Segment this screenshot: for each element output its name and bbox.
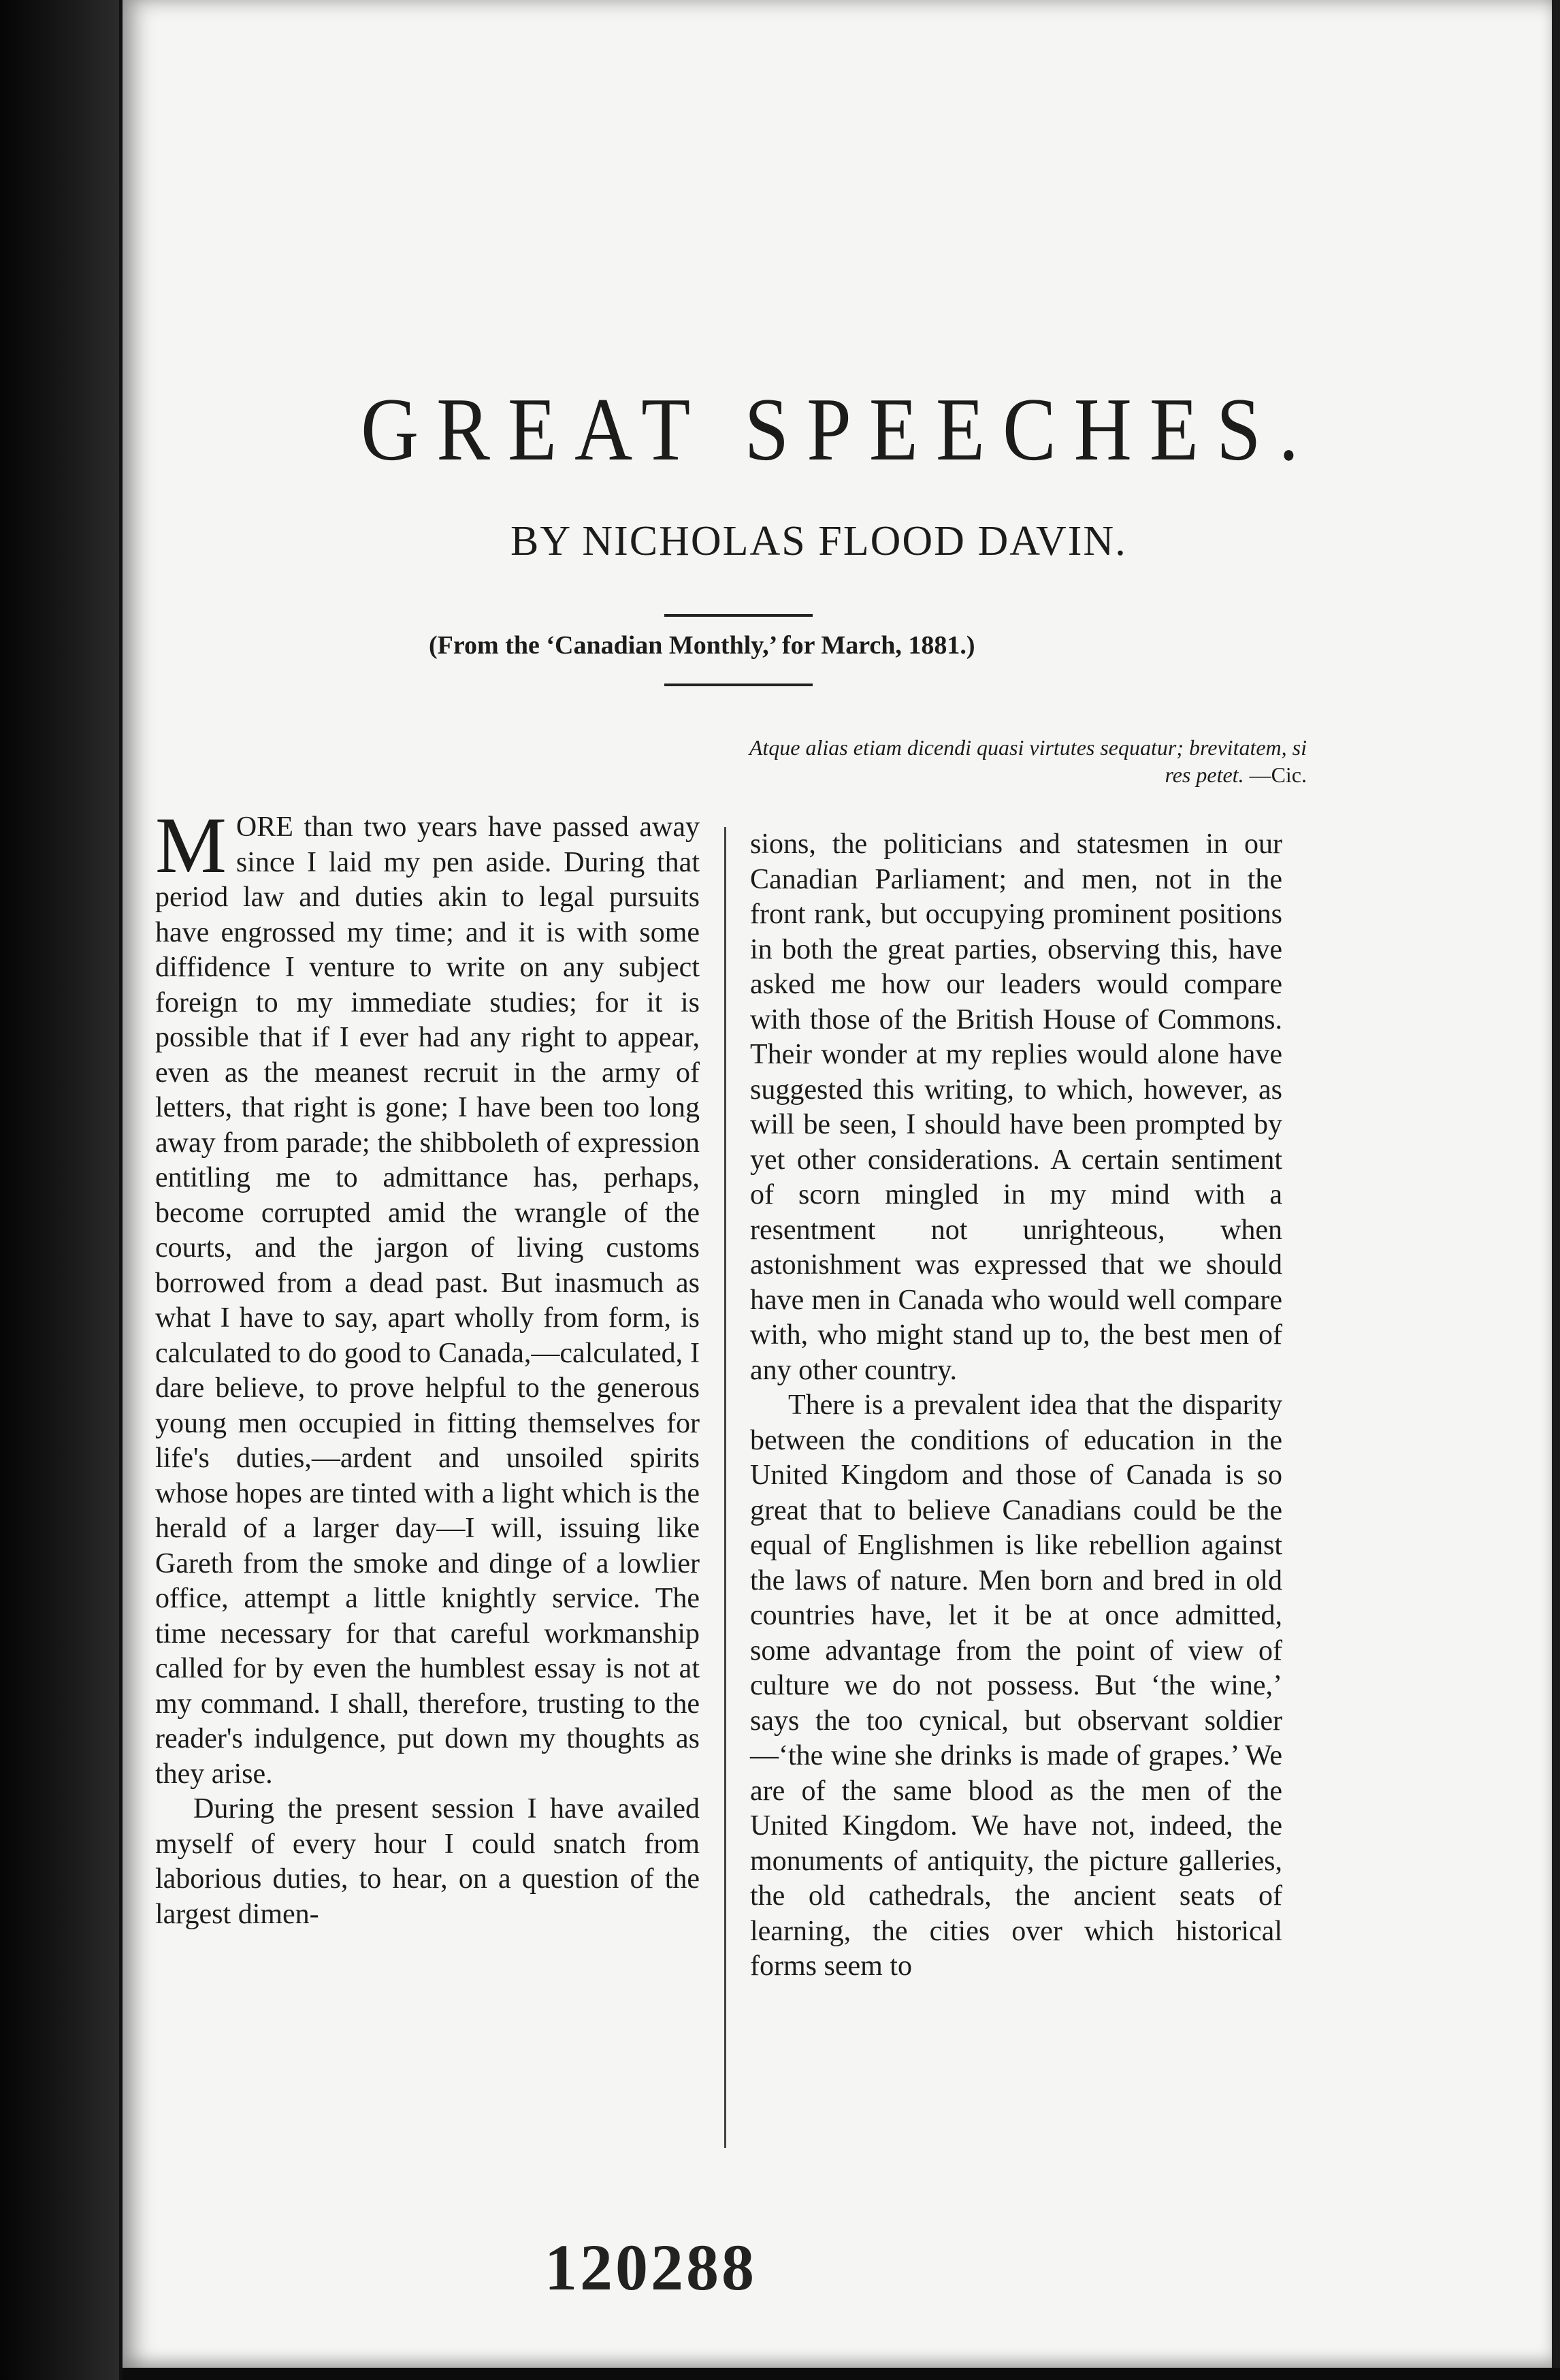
right-paragraph-1: sions, the politicians and statesmen in our Canadian Parliament; and men, not in the front rank, but occupying prominent positions in both the great parties, observing this, have asked me how our leaders would compare with those of the British House of Commons. Their wonder at my replies would alone have suggested this writing, to which, however, as will be seen, I should have been prompted by yet other considerations. A certain sentiment of scorn mingled in my mind with a resentment not unrighteous, when astonishment was expressed that we should have men in Canada who would well compare with, who might stand up to, the best men of any other country. xyxy=(750,829,1282,1386)
epigraph xyxy=(721,734,1307,788)
epigraph-attribution: —Cic. xyxy=(1249,762,1307,787)
catalog-number: 120288 xyxy=(545,2231,757,2304)
right-paragraph-2: There is a prevalent idea that the disparity between the conditions of education in the United Kingdom and those of Canada is so great that to believe Canadians could be the equal of Englishmen is like rebellion against the laws of nature. Men born and bred in old countries have, let it be at once admitted, some advantage from the point of view of culture we do not possess. But ‘the wine,’ says the too cynical, but observant soldier—‘the wine she drinks is made of grapes.’ We are of the same blood as the men of the United Kingdom. We have not, indeed, the monuments of antiquity, the picture galleries, the old cathedrals, the ancient seats of learning, the cities over which historical forms seem to xyxy=(750,1389,1282,1982)
source-rule-bottom xyxy=(664,684,813,686)
left-paragraph-2: During the present session I have availed myself of every hour I could snatch from laborious duties, to hear, on a question of the largest dimen- xyxy=(155,1793,700,1930)
document-title: GREAT SPEECHES. xyxy=(361,379,1317,479)
left-paragraph-1 xyxy=(155,801,700,1792)
left-column xyxy=(155,801,700,1932)
column-divider xyxy=(724,827,726,2148)
scan-right-edge xyxy=(1552,0,1560,2380)
left-paragraph-1-text: ORE than two years have passed away since I laid my pen aside. During that period law and duties akin to legal pursuits have engrossed my time; and it is with some diffidence I venture to write on any subject foreign to my immediate studies; for it is possible that if I ever had any right to appear, even as the meanest recruit in the army of letters, that right is gone; I have been too long away from parade; the shibboleth of expression entitling me to admittance has, perhaps, become corrupted amid the wrangle of the courts, and the jargon of living customs borrowed from a dead past. But inasmuch as what I have to say, apart wholly from form, is calculated to do good to Canada,—calculated, I dare believe, to prove helpful to the generous young men occupied in fitting themselves for life's duties,—ardent and unsoiled spirits whose hopes are tinted with a light which is the herald of a larger day—I will, issuing like Gareth from the smoke and dinge of a lowlier office, attempt a little knightly service. The time necessary for that careful workmanship called for by even the humblest essay is not at my command. I shall, therefore, trusting to the reader's indulgence, put down my thoughts as they arise. xyxy=(155,811,700,1790)
source-rule-top xyxy=(664,614,813,617)
scan-bottom-edge xyxy=(123,2368,1560,2380)
source-note: (From the ‘Canadian Monthly,’ for March, 1881.) xyxy=(429,631,975,660)
scan-dark-margin xyxy=(0,0,119,2380)
drop-cap: M xyxy=(155,801,227,890)
right-column xyxy=(750,827,1282,1984)
epigraph-text: Atque alias etiam dicendi quasi virtutes sequatur; brevitatem, si res petet. xyxy=(749,735,1307,787)
author-byline: BY NICHOLAS FLOOD DAVIN. xyxy=(510,518,1127,564)
